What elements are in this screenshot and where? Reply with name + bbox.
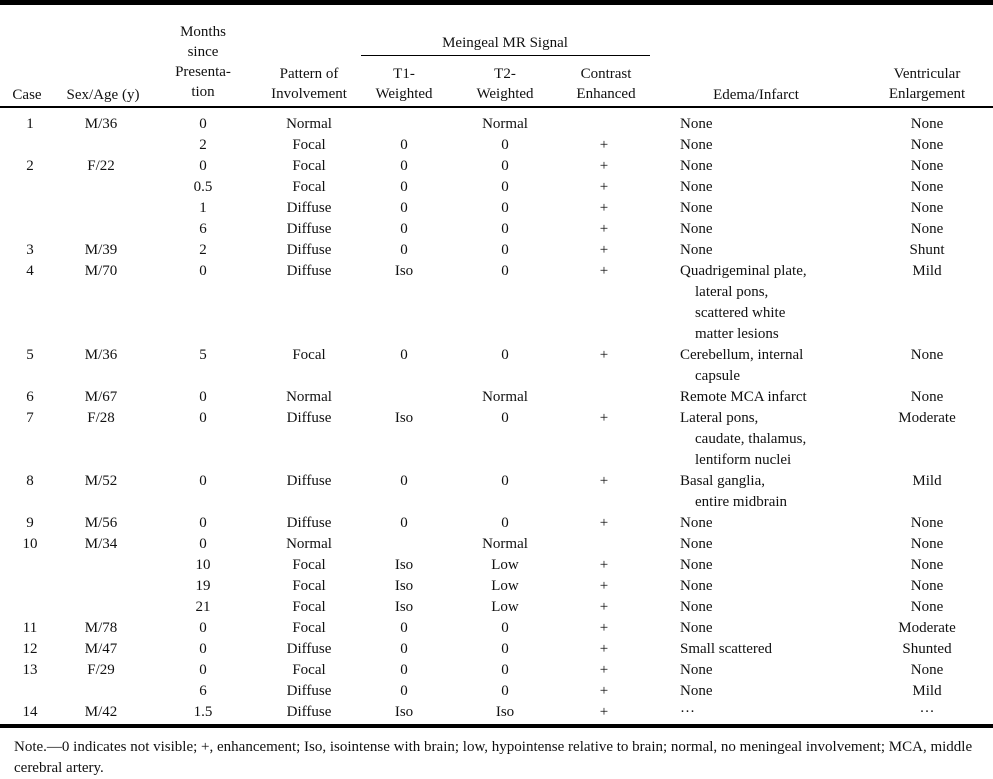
- cell-contrast: +: [599, 620, 609, 636]
- cell-contrast: +: [599, 158, 609, 174]
- header-ventricular-line: Enlargement: [888, 86, 966, 102]
- cell-pattern: Focal: [292, 599, 326, 615]
- cell-months: 1.5: [193, 704, 213, 720]
- cell-t1: Iso: [394, 599, 414, 615]
- cell-edema: None: [680, 158, 713, 174]
- cell-ventricular: Mild: [912, 263, 942, 279]
- cell-case: 3: [26, 242, 34, 258]
- cell-pattern: Diffuse: [286, 221, 332, 237]
- cell-t1: Iso: [394, 410, 414, 426]
- cell-t2: Low: [491, 557, 519, 573]
- cell-months: 2: [199, 242, 207, 258]
- cell-t2: Iso: [495, 704, 515, 720]
- cell-edema: scattered white: [695, 305, 786, 321]
- cell-sex-age: M/56: [84, 515, 118, 531]
- cell-edema: Lateral pons,: [680, 410, 759, 426]
- cell-t1: 0: [400, 200, 408, 216]
- cell-ventricular: Moderate: [898, 410, 956, 426]
- cell-sex-age: M/70: [84, 263, 118, 279]
- header-months: [175, 22, 231, 102]
- cell-t2: 0: [501, 221, 509, 237]
- header-t2-line: Weighted: [476, 86, 534, 102]
- cell-contrast: +: [599, 242, 609, 258]
- cell-t2: 0: [501, 200, 509, 216]
- cell-case: 1: [26, 116, 34, 132]
- header-months-line: Presenta-: [175, 64, 231, 80]
- cell-months: 0.5: [193, 179, 213, 195]
- header-sex-age: Sex/Age (y): [66, 87, 140, 103]
- cell-ventricular: None: [910, 158, 944, 174]
- cell-edema: None: [680, 683, 713, 699]
- cell-case: 6: [26, 389, 34, 405]
- cell-ventricular: ···: [919, 704, 935, 720]
- cell-t1: Iso: [394, 263, 414, 279]
- cell-edema: None: [680, 620, 713, 636]
- cell-ventricular: None: [910, 116, 944, 132]
- cell-edema: None: [680, 200, 713, 216]
- cell-t2: Normal: [482, 389, 528, 405]
- cell-months: 0: [199, 410, 207, 426]
- cell-pattern: Focal: [292, 620, 326, 636]
- cell-t2: 0: [501, 515, 509, 531]
- cell-months: 21: [195, 599, 211, 615]
- cell-t2: Low: [491, 599, 519, 615]
- cell-contrast: +: [599, 221, 609, 237]
- cell-case: 12: [22, 641, 38, 657]
- cell-edema: None: [680, 578, 713, 594]
- cell-t2: 0: [501, 179, 509, 195]
- cell-contrast: +: [599, 683, 609, 699]
- cell-t1: Iso: [394, 557, 414, 573]
- cell-t2: 0: [501, 641, 509, 657]
- cell-pattern: Diffuse: [286, 410, 332, 426]
- cell-months: 0: [199, 263, 207, 279]
- cell-t2: Normal: [482, 116, 528, 132]
- header-edema: Edema/Infarct: [713, 87, 799, 103]
- cell-edema: None: [680, 221, 713, 237]
- cell-case: 14: [22, 704, 38, 720]
- cell-sex-age: M/78: [84, 620, 118, 636]
- cell-contrast: +: [599, 704, 609, 720]
- cell-case: 10: [22, 536, 38, 552]
- cell-months: 0: [199, 473, 207, 489]
- header-months-line: tion: [191, 84, 215, 100]
- cell-t2: Low: [491, 578, 519, 594]
- header-contrast-line: Contrast: [580, 66, 632, 82]
- cell-ventricular: None: [910, 347, 944, 363]
- cell-ventricular: None: [910, 515, 944, 531]
- cell-pattern: Focal: [292, 158, 326, 174]
- cell-ventricular: None: [910, 557, 944, 573]
- table-note: Note.—0 indicates not visible; +, enhancement; Iso, isointense with brain; low, hypointense relative to brain; normal, no meningeal involvement; MCA, middle cerebral artery.: [14, 739, 973, 776]
- cell-contrast: +: [599, 557, 609, 573]
- cell-t2: 0: [501, 683, 509, 699]
- cell-contrast: +: [599, 263, 609, 279]
- cell-t2: Normal: [482, 536, 528, 552]
- cell-ventricular: Mild: [912, 473, 942, 489]
- cell-months: 5: [199, 347, 207, 363]
- cell-edema: None: [680, 599, 713, 615]
- header-months-line: since: [187, 44, 219, 60]
- cell-ventricular: None: [910, 389, 944, 405]
- cell-edema: entire midbrain: [695, 494, 788, 510]
- cell-ventricular: None: [910, 662, 944, 678]
- header-group-underline: [361, 55, 650, 56]
- cell-t1: 0: [400, 137, 408, 153]
- cell-t1: 0: [400, 662, 408, 678]
- header-pattern-line: Involvement: [271, 86, 347, 102]
- cell-contrast: +: [599, 200, 609, 216]
- cell-pattern: Focal: [292, 578, 326, 594]
- cell-edema: Quadrigeminal plate,: [680, 263, 807, 279]
- header-ventricular-line: Ventricular: [893, 66, 961, 82]
- cell-case: 4: [26, 263, 34, 279]
- cell-pattern: Focal: [292, 137, 326, 153]
- cell-case: 13: [22, 662, 38, 678]
- cell-edema: None: [680, 137, 713, 153]
- header-t1-line: T1-: [393, 66, 415, 82]
- cell-contrast: +: [599, 179, 609, 195]
- cell-ventricular: None: [910, 221, 944, 237]
- cell-ventricular: Moderate: [898, 620, 956, 636]
- cell-months: 0: [199, 515, 207, 531]
- cell-sex-age: M/47: [84, 641, 118, 657]
- cell-t2: 0: [501, 347, 509, 363]
- cell-pattern: Normal: [286, 116, 332, 132]
- cell-contrast: +: [599, 347, 609, 363]
- cell-pattern: Focal: [292, 347, 326, 363]
- cell-sex-age: M/36: [84, 347, 118, 363]
- cell-case: 9: [26, 515, 34, 531]
- table-header-rule: [0, 106, 993, 108]
- cell-t2: 0: [501, 242, 509, 258]
- cell-ventricular: None: [910, 200, 944, 216]
- cell-sex-age: M/36: [84, 116, 118, 132]
- cell-ventricular: None: [910, 578, 944, 594]
- cell-edema: Small scattered: [680, 641, 773, 657]
- header-months-line: Months: [180, 24, 226, 40]
- cell-t1: Iso: [394, 704, 414, 720]
- cell-edema: lateral pons,: [695, 284, 769, 300]
- cell-t1: 0: [400, 641, 408, 657]
- cell-edema: Cerebellum, internal: [680, 347, 804, 363]
- cell-ventricular: None: [910, 599, 944, 615]
- cell-pattern: Focal: [292, 557, 326, 573]
- cell-edema: None: [680, 515, 713, 531]
- cell-edema: Basal ganglia,: [680, 473, 765, 489]
- cell-ventricular: None: [910, 137, 944, 153]
- cell-ventricular: Mild: [912, 683, 942, 699]
- cell-months: 10: [195, 557, 211, 573]
- cell-months: 19: [195, 578, 211, 594]
- cell-pattern: Diffuse: [286, 704, 332, 720]
- cell-sex-age: M/42: [84, 704, 118, 720]
- cell-pattern: Diffuse: [286, 641, 332, 657]
- cell-edema: None: [680, 536, 713, 552]
- cell-pattern: Diffuse: [286, 242, 332, 258]
- cell-contrast: +: [599, 599, 609, 615]
- cell-contrast: +: [599, 515, 609, 531]
- cell-sex-age: M/39: [84, 242, 118, 258]
- cell-sex-age: M/52: [84, 473, 118, 489]
- cell-sex-age: M/34: [84, 536, 118, 552]
- cell-sex-age: F/29: [87, 662, 115, 678]
- cell-pattern: Diffuse: [286, 473, 332, 489]
- cell-pattern: Diffuse: [286, 200, 332, 216]
- cell-ventricular: Shunt: [909, 242, 945, 258]
- cell-t1: 0: [400, 620, 408, 636]
- cell-sex-age: F/28: [87, 410, 115, 426]
- cell-ventricular: Shunted: [902, 641, 952, 657]
- cell-pattern: Normal: [286, 389, 332, 405]
- cell-t2: 0: [501, 158, 509, 174]
- cell-case: 2: [26, 158, 34, 174]
- cell-contrast: +: [599, 641, 609, 657]
- cell-case: 5: [26, 347, 34, 363]
- cell-months: 0: [199, 536, 207, 552]
- cell-months: 0: [199, 389, 207, 405]
- cell-edema: caudate, thalamus,: [695, 431, 807, 447]
- cell-case: 7: [26, 410, 34, 426]
- cell-pattern: Normal: [286, 536, 332, 552]
- cell-ventricular: None: [910, 179, 944, 195]
- cell-t1: 0: [400, 242, 408, 258]
- table-bottom-rule: [0, 724, 993, 728]
- cell-edema: None: [680, 242, 713, 258]
- cell-edema: None: [680, 179, 713, 195]
- cell-case: 11: [22, 620, 38, 636]
- header-meningeal-group: Meingeal MR Signal: [442, 35, 568, 51]
- cell-t1: 0: [400, 683, 408, 699]
- cell-edema: ···: [680, 704, 695, 720]
- cell-t1: 0: [400, 221, 408, 237]
- cell-pattern: Diffuse: [286, 683, 332, 699]
- cell-t2: 0: [501, 410, 509, 426]
- cell-contrast: +: [599, 662, 609, 678]
- cell-contrast: +: [599, 578, 609, 594]
- cell-months: 0: [199, 158, 207, 174]
- cell-edema: None: [680, 662, 713, 678]
- cell-t2: 0: [501, 473, 509, 489]
- cell-pattern: Focal: [292, 662, 326, 678]
- header-pattern: [271, 64, 347, 104]
- cell-contrast: +: [599, 137, 609, 153]
- cell-contrast: +: [599, 410, 609, 426]
- cell-t1: 0: [400, 158, 408, 174]
- cell-edema: None: [680, 116, 713, 132]
- cell-t2: 0: [501, 263, 509, 279]
- cell-months: 6: [199, 683, 207, 699]
- cell-months: 0: [199, 116, 207, 132]
- cell-edema: matter lesions: [695, 326, 779, 342]
- cell-edema: lentiform nuclei: [695, 452, 792, 468]
- cell-contrast: +: [599, 473, 609, 489]
- cell-sex-age: M/67: [84, 389, 118, 405]
- cell-t1: 0: [400, 515, 408, 531]
- cell-ventricular: None: [910, 536, 944, 552]
- cell-pattern: Focal: [292, 179, 326, 195]
- cell-edema: capsule: [695, 368, 740, 384]
- header-contrast-line: Enhanced: [576, 86, 636, 102]
- cell-months: 2: [199, 137, 207, 153]
- cell-t1: 0: [400, 179, 408, 195]
- header-contrast: [576, 64, 635, 104]
- cell-sex-age: F/22: [87, 158, 115, 174]
- header-ventricular: [889, 64, 965, 104]
- cell-months: 0: [199, 662, 207, 678]
- cell-t1: Iso: [394, 578, 414, 594]
- cell-t2: 0: [501, 662, 509, 678]
- cell-months: 0: [199, 641, 207, 657]
- header-t2: [476, 64, 533, 104]
- header-t1: [375, 64, 432, 104]
- cell-case: 8: [26, 473, 34, 489]
- header-pattern-line: Pattern of: [279, 66, 339, 82]
- cell-months: 0: [199, 620, 207, 636]
- cell-t2: 0: [501, 620, 509, 636]
- table-top-rule: [0, 0, 993, 5]
- cell-edema: Remote MCA infarct: [680, 389, 807, 405]
- header-t1-line: Weighted: [375, 86, 433, 102]
- cell-t2: 0: [501, 137, 509, 153]
- cell-pattern: Diffuse: [286, 263, 332, 279]
- cell-edema: None: [680, 557, 713, 573]
- header-case: Case: [12, 87, 42, 103]
- header-t2-line: T2-: [494, 66, 516, 82]
- cell-months: 1: [199, 200, 207, 216]
- cell-t1: 0: [400, 347, 408, 363]
- cell-months: 6: [199, 221, 207, 237]
- cell-pattern: Diffuse: [286, 515, 332, 531]
- cell-t1: 0: [400, 473, 408, 489]
